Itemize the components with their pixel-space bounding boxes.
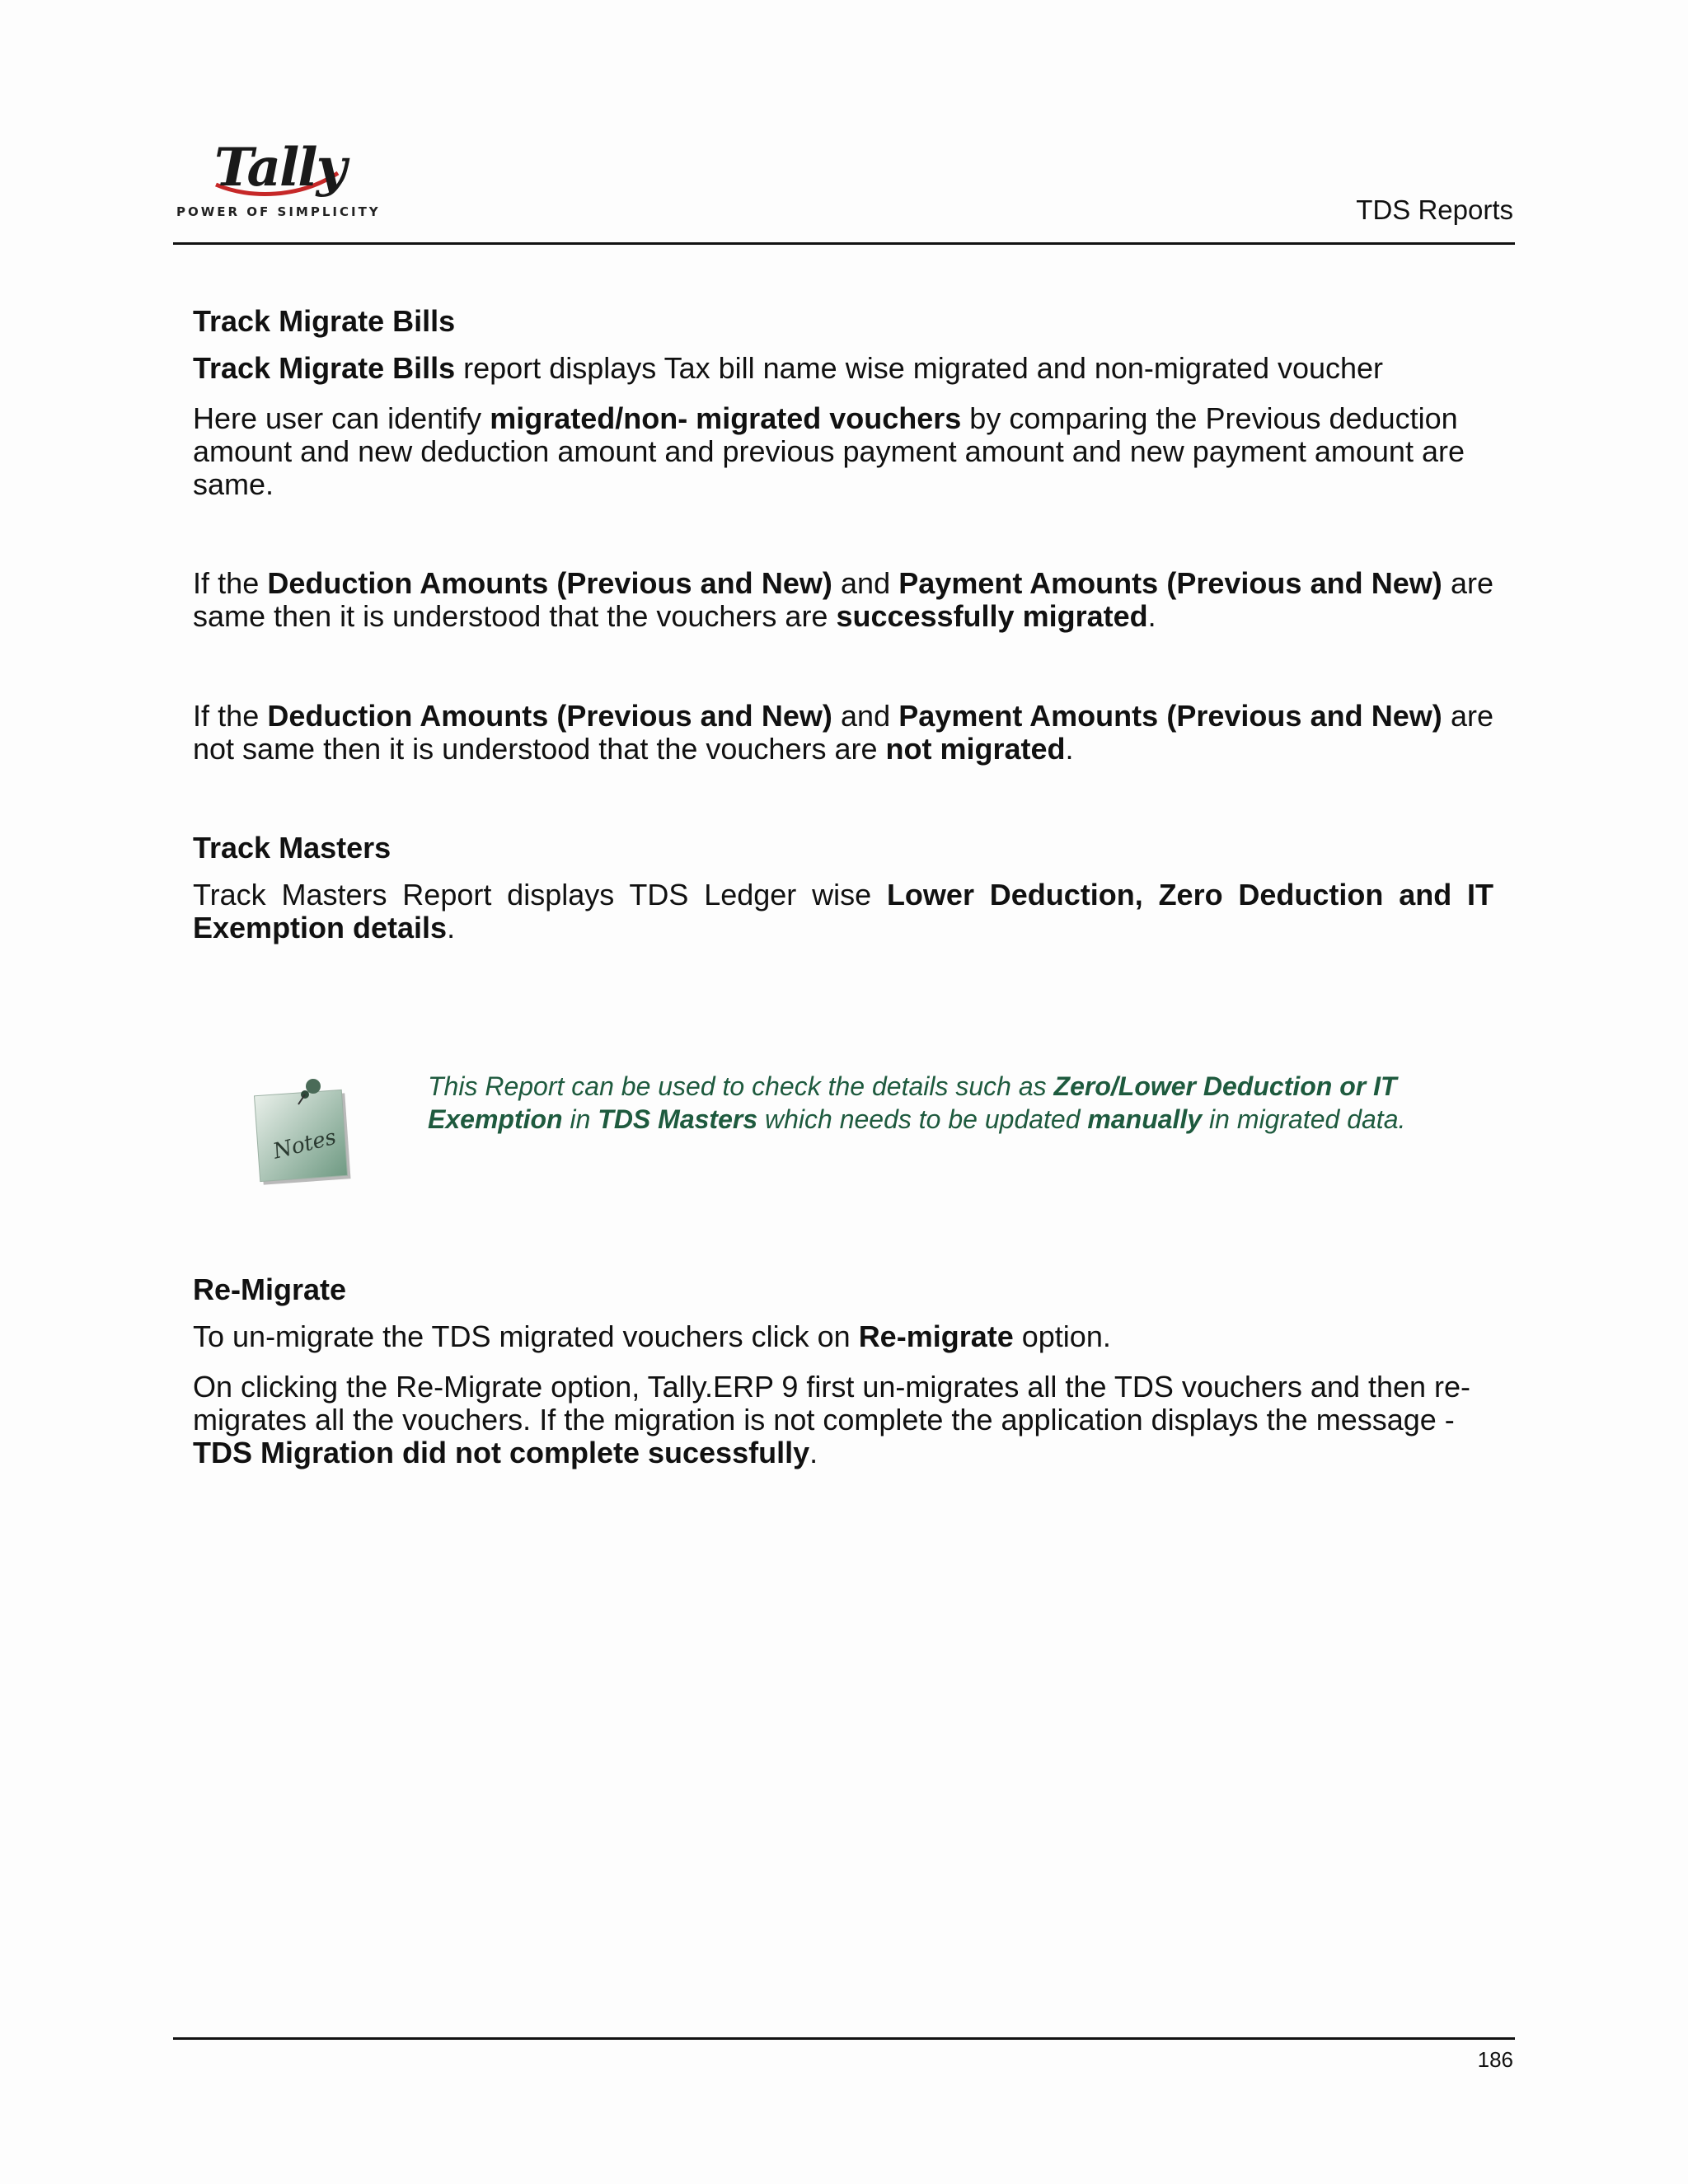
- track-migrate-bills-heading: Track Migrate Bills: [193, 304, 456, 338]
- footer-divider: [173, 2037, 1515, 2040]
- notes-icon: [249, 1071, 356, 1187]
- svg-text:Notes: Notes: [270, 1124, 339, 1165]
- page-section-title: TDS Reports: [1356, 194, 1513, 225]
- note-callout-text: This Report can be used to check the details such as Zero/Lower Deduction or IT Exemption in TDS Masters which needs to be updated manually in migrated data.: [428, 1071, 1406, 1134]
- re-migrate-heading: Re-Migrate: [193, 1272, 347, 1306]
- track-migrate-bills-paragraph-3: If the Deduction Amounts (Previous and New) and Payment Amounts (Previous and New) are same then it is understood that the vouchers are successfully migrated.: [193, 566, 1493, 633]
- track-migrate-bills-paragraph-4: If the Deduction Amounts (Previous and New) and Payment Amounts (Previous and New) are not same then it is understood that the vouchers are not migrated.: [193, 699, 1493, 766]
- header-divider: [173, 242, 1515, 245]
- track-masters-paragraph: Track Masters Report displays TDS Ledger wise Lower Deduction, Zero Deduction and IT Exemption details.: [193, 878, 1493, 944]
- logo-wordmark: Tally: [214, 137, 345, 199]
- logo-tagline: POWER OF SIMPLICITY: [176, 204, 381, 219]
- re-migrate-paragraph-1: To un-migrate the TDS migrated vouchers click on Re-migrate option.: [193, 1319, 1111, 1353]
- re-migrate-paragraph-2: On clicking the Re-Migrate option, Tally.ERP 9 first un-migrates all the TDS vouchers and then re-migrates all the vouchers. If the migration is not complete the application displays the message - TDS Migration did not complete sucessfully.: [193, 1370, 1471, 1469]
- page-number: 186: [1477, 2047, 1513, 2072]
- track-migrate-bills-paragraph-2: Here user can identify migrated/non- migrated vouchers by comparing the Previous deduction amount and new deduction amount and previous payment amount and new payment amount are same.: [193, 401, 1465, 501]
- track-migrate-bills-paragraph-1: Track Migrate Bills report displays Tax bill name wise migrated and non-migrated voucher: [193, 351, 1384, 385]
- track-masters-heading: Track Masters: [193, 831, 392, 865]
- tally-logo: [176, 137, 381, 219]
